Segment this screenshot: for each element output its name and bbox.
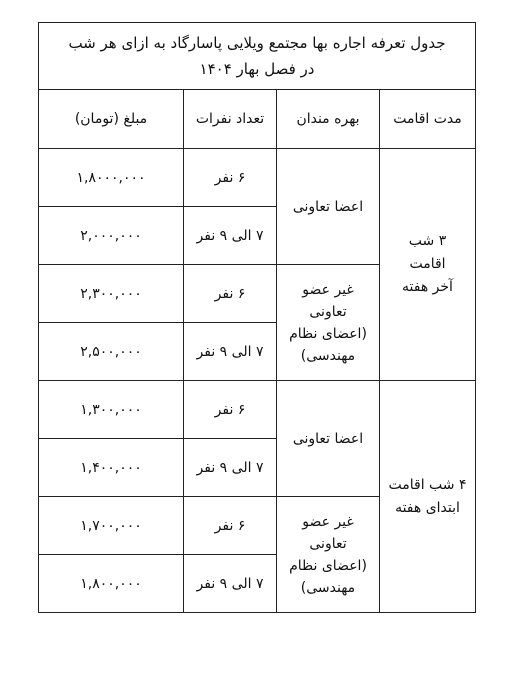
stay-duration-cell <box>380 381 476 613</box>
table-row <box>39 149 476 207</box>
table-title <box>39 23 476 90</box>
price-cell: ۱,۷۰۰,۰۰۰ <box>39 497 184 555</box>
beneficiary-cell <box>277 265 380 381</box>
price-cell: ۱,۸۰۰,۰۰۰ <box>39 555 184 613</box>
people-count-cell: ۷ الی ۹ نفر <box>184 207 277 265</box>
stay-duration-line: ابتدای هفته <box>395 499 460 516</box>
table-body <box>39 149 476 613</box>
beneficiary-line: مهندسی) <box>300 347 356 364</box>
people-count-cell: ۷ الی ۹ نفر <box>184 323 277 381</box>
header-beneficiaries: بهره مندان <box>277 90 380 149</box>
title-line-2: در فصل بهار ۱۴۰۴ <box>199 60 315 78</box>
beneficiary-line: مهندسی) <box>300 579 356 596</box>
stay-duration-line: ۳ شب <box>408 233 447 249</box>
people-count-cell: ۶ نفر <box>184 149 277 207</box>
beneficiary-cell <box>277 497 380 613</box>
stay-duration-line: آخر هفته <box>402 279 453 295</box>
stay-duration-line: اقامت <box>409 256 446 272</box>
beneficiary-line: اعضا تعاونی <box>292 430 364 447</box>
beneficiary-line: غیر عضو <box>302 281 354 298</box>
people-count-cell: ۶ نفر <box>184 497 277 555</box>
beneficiary-cell <box>277 149 380 265</box>
beneficiary-line: تعاونی <box>309 303 347 320</box>
beneficiary-line: غیر عضو <box>302 513 354 530</box>
table-row <box>39 381 476 439</box>
beneficiary-line: (اعضای نظام <box>289 557 367 574</box>
header-stay: مدت اقامت <box>380 90 476 149</box>
stay-duration-cell <box>380 149 476 381</box>
people-count-cell: ۶ نفر <box>184 265 277 323</box>
price-cell: ۲,۰۰۰,۰۰۰ <box>39 207 184 265</box>
people-count-cell: ۷ الی ۹ نفر <box>184 555 277 613</box>
title-line-1: جدول تعرفه اجاره بها مجتمع ویلایی پاسارگاد به ازای هر شب <box>68 34 446 52</box>
price-cell: ۱,۴۰۰,۰۰۰ <box>39 439 184 497</box>
price-cell: ۱,۸۰۰۰,۰۰۰ <box>39 149 184 207</box>
beneficiary-line: تعاونی <box>309 535 347 552</box>
tariff-table <box>38 22 476 613</box>
stay-duration-line: ۴ شب اقامت <box>388 476 467 493</box>
header-amount: مبلغ (تومان) <box>39 90 184 149</box>
beneficiary-cell <box>277 381 380 497</box>
people-count-cell: ۶ نفر <box>184 381 277 439</box>
price-cell: ۲,۳۰۰,۰۰۰ <box>39 265 184 323</box>
header-row <box>39 90 476 149</box>
header-people-count: تعداد نفرات <box>184 90 277 149</box>
beneficiary-line: اعضا تعاونی <box>292 198 364 215</box>
people-count-cell: ۷ الی ۹ نفر <box>184 439 277 497</box>
beneficiary-line: (اعضای نظام <box>289 325 367 342</box>
price-cell: ۱,۳۰۰,۰۰۰ <box>39 381 184 439</box>
price-cell: ۲,۵۰۰,۰۰۰ <box>39 323 184 381</box>
